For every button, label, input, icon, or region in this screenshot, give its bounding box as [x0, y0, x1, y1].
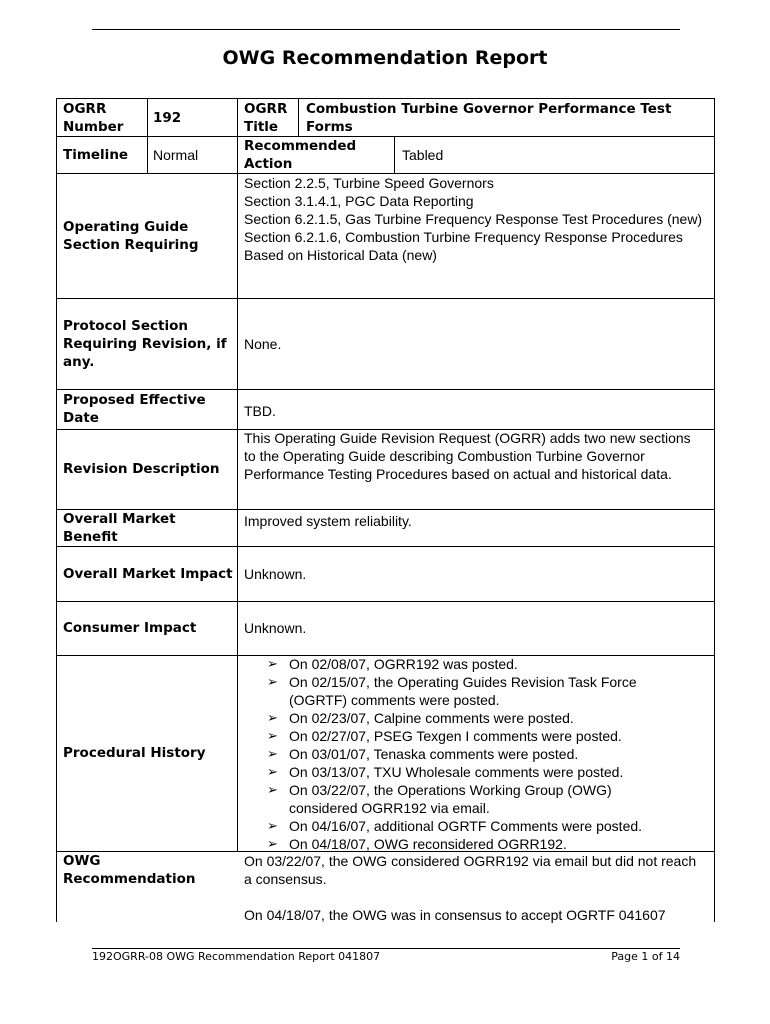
list-item: ➢ On 04/18/07, OWG reconsidered OGRR192. [267, 836, 567, 852]
list-item: ➢ On 03/01/07, Tenaska comments were posted. [267, 746, 579, 762]
effective-date-value: TBD. [244, 403, 276, 419]
recommendation-paragraph: On 03/22/07, the OWG considered OGRR192 via email but did not reach a consensus. [244, 853, 697, 887]
list-item: ➢ On 02/15/07, the Operating Guides Revision Task Force (OGRTF) comments were posted. [267, 674, 637, 708]
footer-rule [92, 948, 680, 949]
section-line: Section 6.2.1.5, Gas Turbine Frequency Response Test Procedures (new) [244, 211, 703, 227]
arrow-bullet-icon: ➢ [267, 656, 278, 671]
list-item: ➢ On 04/16/07, additional OGRTF Comments were posted. [267, 818, 643, 834]
timeline-label: Timeline [63, 146, 129, 163]
arrow-bullet-icon: ➢ [267, 836, 278, 851]
timeline-value: Normal [153, 146, 199, 163]
section-line: Section 2.2.5, Turbine Speed Governors [244, 175, 494, 191]
protocol-section-label: Protocol Section Requiring Revision, if any. [63, 317, 227, 370]
list-item: ➢ On 02/08/07, OGRR192 was posted. [267, 656, 518, 672]
footer-page-number: Page 1 of 14 [611, 950, 680, 963]
arrow-bullet-icon: ➢ [267, 710, 278, 725]
header-rule [92, 29, 680, 30]
owg-recommendation-label: OWG Recommendation [63, 853, 196, 887]
arrow-bullet-icon: ➢ [267, 764, 278, 779]
arrow-bullet-icon: ➢ [267, 746, 278, 761]
consumer-impact-value: Unknown. [244, 620, 307, 636]
section-line: Section 6.2.1.6, Combustion Turbine Frequency Response Procedures Based on Historical Data (new) [244, 229, 683, 263]
ogrr-title-value: Combustion Turbine Governor Performance Test Forms [306, 100, 672, 135]
owg-recommendation-text [244, 852, 704, 924]
consumer-impact-label: Consumer Impact [63, 620, 197, 636]
ogrr-number-label: OGRR Number [63, 100, 124, 135]
list-item: ➢ On 03/22/07, the Operations Working Group (OWG) considered OGRR192 via email. [267, 782, 612, 816]
effective-date-label: Proposed Effective Date [63, 392, 206, 426]
market-impact-value: Unknown. [244, 565, 307, 582]
operating-guide-label: Operating Guide Section Requiring [63, 218, 199, 253]
arrow-bullet-icon: ➢ [267, 818, 278, 833]
arrow-bullet-icon: ➢ [267, 674, 278, 689]
list-item: ➢ On 02/23/07, Calpine comments were posted. [267, 710, 574, 726]
procedural-history-list [244, 655, 684, 853]
section-line: Section 3.1.4.1, PGC Data Reporting [244, 193, 474, 209]
market-benefit-value: Improved system reliability. [244, 513, 412, 529]
protocol-section-value: None. [244, 335, 282, 352]
list-item: ➢ On 03/13/07, TXU Wholesale comments were posted. [267, 764, 624, 780]
market-benefit-label: Overall Market Benefit [63, 511, 176, 545]
footer-document-name: 192OGRR-08 OWG Recommendation Report 041807 [92, 950, 381, 963]
revision-description-value: This Operating Guide Revision Request (OGRR) adds two new sections to the Operating Guide describing Combustion Turbine Governor Performance Testing Procedures based on actual and historical data. [244, 430, 691, 482]
arrow-bullet-icon: ➢ [267, 782, 278, 797]
report-table [56, 98, 715, 922]
arrow-bullet-icon: ➢ [267, 728, 278, 743]
ogrr-title-label: OGRR Title [244, 100, 288, 135]
operating-guide-sections [244, 174, 710, 264]
revision-description-label: Revision Description [63, 461, 220, 477]
recommendation-paragraph: On 04/18/07, the OWG was in consensus to accept OGRTF 041607 [244, 907, 666, 923]
market-impact-label: Overall Market Impact [63, 565, 233, 582]
recommended-action-label: Recommended Action [244, 137, 357, 172]
procedural-history-label: Procedural History [63, 745, 206, 761]
list-item: ➢ On 02/27/07, PSEG Texgen I comments were posted. [267, 728, 622, 744]
ogrr-number-value: 192 [153, 109, 182, 126]
recommended-action-value: Tabled [402, 146, 444, 163]
report-title: OWG Recommendation Report [222, 47, 548, 69]
